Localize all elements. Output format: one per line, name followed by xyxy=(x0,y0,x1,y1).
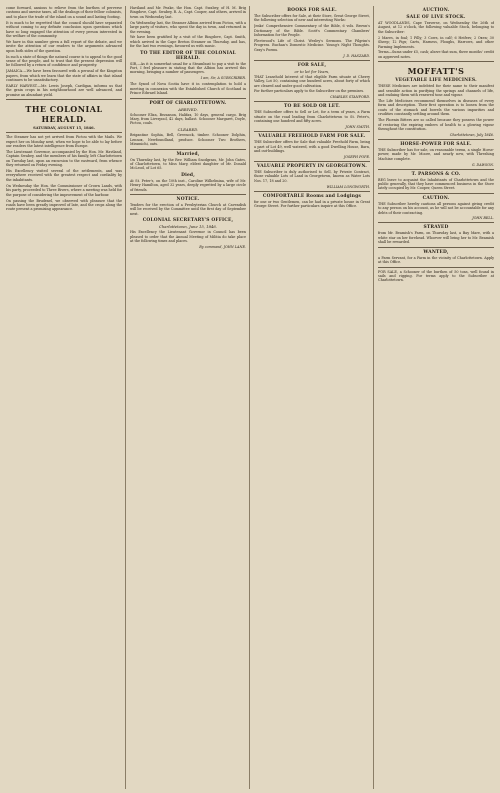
signature-line: By command, JOHN LANE. xyxy=(199,244,246,249)
body-paragraph: The Lieutenant Governor, accompanied by the Hon. Mr. Haviland, Captain Swabey, and the members of his family, left Charlottetown on Tuesday last, upon an excursion to the eastward, from whence they returned on Friday evening. xyxy=(6,149,122,168)
signature-line: J. D. HASZARD. xyxy=(343,53,370,58)
column-rule xyxy=(378,61,494,62)
body-paragraph: His Excellency visited several of the settlements, and was everywhere received with the greatest respect and cordiality by the inhabitants. xyxy=(6,169,122,182)
body-paragraph: EARLY HARVEST.—Mr. Lewis Joseph, Cardigan, informs us that the grain crops in his neighbourhood are well advanced, and promise an abundant yield. xyxy=(6,84,122,97)
body-paragraph: At St. Peter's, on the 10th inst., Caroline Wilhelmina, wife of Mr. Henry Hamilton, aged 32 years, deeply regretted by a large circle of friends. xyxy=(130,178,246,192)
section-heading: VALUABLE PROPERTY IN GEORGETOWN. xyxy=(257,163,367,169)
body-paragraph: Tenders for the erection of a Presbyterian Church at Cavendish will be received by the Committee until the first day of September next. xyxy=(130,202,246,216)
body-paragraph: Schooner Eliza, Bezanson, Halifax, 10 days, general cargo. Brig Mary, from Liverpool, 42 days, ballast. Schooner Margaret, Doyle, Pictou, coals. xyxy=(130,112,246,126)
sub-heading: ARRIVED. xyxy=(178,106,198,112)
column-1 xyxy=(6,6,126,789)
body-paragraph: Fleetwood's Life of Christ. Wesley's Sermons. The Pilgrim's Progress. Buchan's Domestic Medicine. Young's Night Thoughts. Gray's Poems. xyxy=(254,39,370,52)
body-paragraph: THE Subscriber has for sale, on reasonable terms, a single Horse-power, made by Mr. Moore, and nearly new, with Threshing Machine complete. xyxy=(378,147,494,161)
signature-line: WILLIAM LONGWORTH. xyxy=(326,184,370,189)
signature-line: JOHN SMITH. xyxy=(345,125,370,130)
section-heading: Died, xyxy=(181,172,195,178)
column-rule xyxy=(378,169,494,170)
body-paragraph: THESE Medicines are indebted for their name to their manifest and sensible action in purifying the springs and channels of life, and enduing them with renewed tone and vigour. xyxy=(378,84,494,98)
body-paragraph: JAMAICA.—We have been favoured with a perusal of the Kingston papers, from which we learn that the state of affairs in that island continues to be unsatisfactory. xyxy=(6,69,122,83)
column-rule xyxy=(254,191,370,192)
column-rule xyxy=(130,98,246,99)
signature-line: I am, Sir, A SUBSCRIBER. xyxy=(200,76,246,81)
signature-line: JOSEPH POPE. xyxy=(343,154,370,159)
column-rule xyxy=(378,222,494,223)
column-rule xyxy=(378,139,494,140)
section-heading: NOTICE. xyxy=(176,196,200,202)
section-heading: HORSE-POWER FOR SALE. xyxy=(400,141,472,147)
column-rule xyxy=(6,132,122,133)
sub-heading: CLEARED. xyxy=(177,127,199,133)
body-paragraph: The Subscriber offers for Sale, at their Store, Great George Street, the following selection of new and interesting Works: xyxy=(254,14,370,23)
body-paragraph: FOR SALE, a Schooner of the burthen of 50 tons, well found in sails and rigging. For terms apply to the Subscriber at Charlottetown. xyxy=(378,269,494,283)
column-rule xyxy=(6,99,122,100)
body-paragraph: The Synod of Nova Scotia have it in contemplation to hold a meeting in connexion with the Established Church of Scotland in Prince Edward Island. xyxy=(130,82,246,96)
body-paragraph: THE Subscriber offers to Sell or Let, for a term of years, a Farm situate on the road leading from Charlottetown to St. Peter's, containing one hundred and fifty acres. xyxy=(254,110,370,124)
body-paragraph: THAT Leasehold Interest of that eligible Farm situate at Cherry Valley, Lot 50, containing one hundred acres, about forty of which are cleared and under good cultivation. xyxy=(254,74,370,88)
body-paragraph: For further particulars apply to the Subscriber on the premises. xyxy=(254,89,365,94)
issue-date: SATURDAY, AUGUST 15, 1846. xyxy=(33,126,95,131)
section-heading: AUCTION. xyxy=(422,8,450,13)
body-paragraph: On Thursday last, by the Rev. William Snodgrass, Mr. John Gates, of Charlottetown, to Miss Mary, eldest daughter of Mr. Donald McLeod, of Lot 65. xyxy=(130,157,246,171)
body-paragraph: THE Subscriber offers for Sale that valuable Freehold Farm, being a part of Lot 49, well watered, with a good Dwelling House, Barn, and out-buildings. xyxy=(254,140,370,153)
body-paragraph: BEG leave to acquaint the Inhabitants of Charlottetown and the public generally, that they have commenced business in the Store lately occupied by Mr. Cooper, Queen Street. xyxy=(378,177,494,191)
section-heading: PORT OF CHARLOTTETOWN. xyxy=(149,100,227,106)
column-rule xyxy=(130,149,246,150)
body-paragraph: Haviland and Mr. Peake, the Hon. Capt. Swabey, of H. M. Brig Ringdove, Capt. Swabey, R. A., Capt. Cooper, and others, arrived in town on Wednesday last. xyxy=(130,6,246,19)
signature-line: Charlottetown, July 1846. xyxy=(449,132,494,137)
section-heading: COMFORTABLE Rooms and Lodgings xyxy=(262,193,362,199)
body-paragraph: Jenks' Comprehensive Commentary of the Bible, 6 vols. Brown's Dictionary of the Bible. Scott's Commentary. Chambers' Information for the People. xyxy=(254,24,370,38)
body-paragraph: We have been gratified by a visit of the Ringdove, Capt. Smith, which arrived in the Cape Breton Steamer on Thursday, and has, for the last two evenings, favoured us with music. xyxy=(130,35,246,49)
section-heading: FOR SALE, xyxy=(297,62,327,68)
body-paragraph: The Steamer has not yet arrived from Pictou with the Mails. We expect her on Monday next, when we hope to be able to lay before our readers the latest intelligence from Europe. xyxy=(6,135,122,149)
body-paragraph: In such a state of things the natural course is to appeal to the good sense of the people, and to trust that the present depression will be followed by a return of confidence and prosperity. xyxy=(6,54,122,68)
section-heading: CAUTION. xyxy=(422,195,450,201)
body-paragraph: The Phœnix Bitters are so called because they possess the power of restoring the expiring embers of health to a glowing vigour throughout the constitution. xyxy=(378,118,494,131)
columns-container xyxy=(6,6,494,789)
body-paragraph: His Excellency the Lieutenant Governor in Council has been pleased to order that the Annual Meeting of Militia do take place at the following times and places. xyxy=(130,230,246,243)
body-paragraph: It is much to be regretted that the council should have separated without coming to any definite conclusion upon questions which have so long engaged the attention of every person interested in the welfare of the community. xyxy=(6,20,122,38)
body-paragraph: SIR,—As it is somewhat usual for a Steamboat to pay a visit to the Port, I feel pleasure in stating that the Albion has arrived this morning, bringing a number of passengers. xyxy=(130,61,246,75)
section-heading: VEGETABLE LIFE MEDICINES. xyxy=(395,78,477,84)
body-paragraph: We have in this number given a full report of the debate, and we invite the attention of our readers to the arguments advanced upon both sides of the question. xyxy=(6,39,122,53)
body-paragraph: Brigantine Sophia, Bell, Greenock, timber. Schooner Dolphin, Lennox, Newfoundland, produce. Schooner Two Brothers, Miramichi, oats. xyxy=(130,133,246,147)
column-rule xyxy=(378,267,494,268)
body-paragraph: On Wednesday the Hon. the Commissioner of Crown Lands, with his party, proceeded to Three Rivers, where a meeting was held for the purpose of considering the improvement of the harbour. xyxy=(6,183,122,197)
column-rule xyxy=(254,131,370,132)
section-heading: WANTED, xyxy=(423,249,449,255)
column-rule xyxy=(254,161,370,162)
body-paragraph: On passing the Brudenel, we observed with pleasure that the roads have been greatly improved of late, and the crops along the route present a promising appearance. xyxy=(6,198,122,212)
column-rule xyxy=(254,60,370,61)
section-heading: Married, xyxy=(176,151,200,157)
masthead-title: THE COLONIAL HERALD. xyxy=(25,104,103,125)
section-heading: TO BE SOLD OR LET. xyxy=(284,104,340,110)
body-paragraph: a Farm Servant, for a Farm in the vicinity of Charlottetown. Apply at this Office. xyxy=(378,255,494,265)
body-paragraph: On Wednesday last, the Steamer Albion arrived from Pictou, with a large party of visitors, who spent the day in town, and returned in the evening. xyxy=(130,20,246,34)
column-2 xyxy=(130,6,250,789)
column-rule xyxy=(378,193,494,194)
section-heading: TO THE EDITOR OF THE COLONIAL HERALD. xyxy=(140,50,236,61)
column-rule xyxy=(378,247,494,248)
signature-line: CHARLES STANFORD. xyxy=(330,95,370,100)
section-heading: VALUABLE FREEHOLD FARM FOR SALE. xyxy=(258,134,366,140)
masthead-title: MOFFATT'S xyxy=(407,66,465,77)
body-paragraph: THE Subscriber is duly authorised to Sell, by Private Contract, those valuable Lots of Land in Georgetown, known as Water Lots Nos. 17, 18 and 20. xyxy=(254,169,370,183)
body-paragraph: come forward, anxious to relieve from the burthen of perverse customs and unwise taxes, all the dealings of their fellow colonists, and to place the trade of the island on a sound and lasting footing. xyxy=(6,6,122,19)
signature-line: JOHN BELL. xyxy=(472,216,494,221)
column-rule xyxy=(254,101,370,102)
body-paragraph: from Mr. Beamish's Farm, on Thursday last, a Bay Mare, with a white star on her forehead. Whoever will bring her to Mr. Beamish shall be rewarded. xyxy=(378,231,494,245)
body-paragraph: for one or two Gentlemen, can be had in a private house in Great George Street. For further particulars inquire at this Office. xyxy=(254,199,370,208)
column-3 xyxy=(254,6,374,789)
sub-heading: or to let for Years, xyxy=(294,68,330,74)
section-heading: COLONIAL SECRETARY'S OFFICE, xyxy=(142,218,234,224)
sub-heading: Charlottetown, June 15, 1846. xyxy=(158,224,218,230)
body-paragraph: AT WOODLANDS, Cape Traverse, on Wednesday the 26th of August, at 12 o'clock, the following valuable Stock, belonging to the Subscriber: xyxy=(378,21,494,34)
body-paragraph: THE Subscriber hereby cautions all persons against giving credit to any person on his account, as he will not be accountable for any debts of their contracting. xyxy=(378,201,494,215)
section-heading: STRAYED xyxy=(423,225,449,231)
column-4 xyxy=(378,6,494,789)
signature-line: G. DAWSON. xyxy=(471,162,494,167)
section-heading: T. PARSONS & CO. xyxy=(411,171,461,177)
body-paragraph: 2 Mares, in foal; 1 Filly; 3 Cows, in calf; 6 Heifers; 2 Oxen; 30 Sheep; 12 Pigs; Carts, Harness, Ploughs, Harrows, and other Farming Implements. xyxy=(378,35,494,49)
body-paragraph: The Life Medicines recommend themselves in diseases of every form and description. Their first operation is to loosen from the coats of the stomach and bowels the various impurities and crudities constantly settling around them. xyxy=(378,98,494,117)
body-paragraph: Terms—Sums under £5, cash; above that sum, three months' credit on approved notes. xyxy=(378,50,494,59)
section-heading: BOOKS FOR SALE. xyxy=(287,8,337,13)
column-rule xyxy=(130,194,246,195)
section-heading: SALE OF LIVE STOCK. xyxy=(406,15,466,20)
